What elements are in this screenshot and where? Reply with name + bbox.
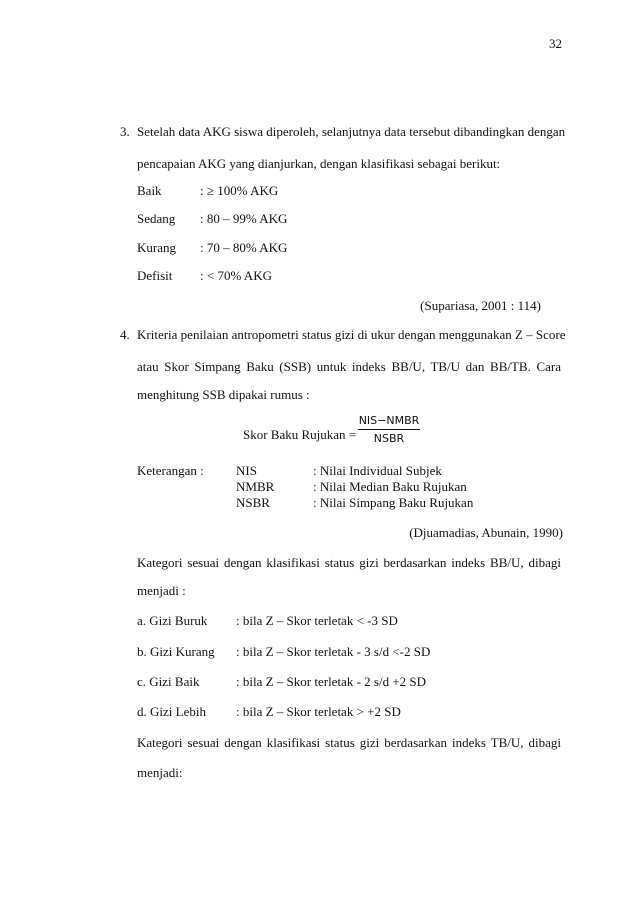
- desc-nis: : Nilai Individual Subjek: [313, 463, 442, 478]
- tbu-line-2: menjadi:: [137, 765, 183, 780]
- formula-lhs: Skor Baku Rujukan =: [243, 427, 357, 442]
- formula-numerator: NIS−NMBR: [358, 414, 420, 427]
- desc-nsbr: : Nilai Simpang Baku Rujukan: [313, 495, 474, 510]
- bbu-line-1: Kategori sesuai dengan klasifikasi status gizi berdasarkan indeks BB/U, dibagi: [137, 555, 561, 570]
- class-label-defisit: Defisit: [137, 268, 173, 283]
- category-gizi-baik-label: c. Gizi Baik: [137, 674, 200, 689]
- class-label-sedang: Sedang: [137, 211, 176, 226]
- item-3-line-2: pencapaian AKG yang dianjurkan, dengan klasifikasi sebagai berikut:: [137, 156, 501, 171]
- class-label-kurang: Kurang: [137, 240, 176, 255]
- term-nsbr: NSBR: [236, 495, 270, 510]
- term-nmbr: NMBR: [236, 479, 275, 494]
- citation-supariasa: (Supariasa, 2001 : 114): [420, 298, 541, 313]
- fraction-bar: [358, 429, 420, 430]
- item-3-line-1: Setelah data AKG siswa diperoleh, selanjutnya data tersebut dibandingkan dengan: [137, 124, 566, 139]
- class-value-baik: : ≥ 100% AKG: [200, 183, 279, 198]
- keterangan-label: Keterangan :: [137, 463, 204, 478]
- formula-denominator: NSBR: [373, 432, 405, 445]
- category-gizi-kurang-rule: : bila Z – Skor terletak - 3 s/d <-2 SD: [236, 644, 431, 659]
- category-gizi-kurang-label: b. Gizi Kurang: [137, 644, 215, 659]
- item-4-line-1: Kriteria penilaian antropometri status gizi di ukur dengan menggunakan Z – Score: [137, 327, 566, 342]
- item-4-number: 4.: [120, 327, 130, 342]
- class-value-defisit: : < 70% AKG: [200, 268, 272, 283]
- term-nis: NIS: [236, 463, 257, 478]
- desc-nmbr: : Nilai Median Baku Rujukan: [313, 479, 467, 494]
- class-label-baik: Baik: [137, 183, 162, 198]
- class-value-kurang: : 70 – 80% AKG: [200, 240, 288, 255]
- item-3-number: 3.: [120, 124, 130, 139]
- category-gizi-buruk-rule: : bila Z – Skor terletak < -3 SD: [236, 613, 398, 628]
- category-gizi-lebih-rule: : bila Z – Skor terletak > +2 SD: [236, 704, 401, 719]
- category-gizi-baik-rule: : bila Z – Skor terletak - 2 s/d +2 SD: [236, 674, 427, 689]
- category-gizi-lebih-label: d. Gizi Lebih: [137, 704, 206, 719]
- page-number: 32: [549, 36, 562, 51]
- citation-djuamadias: (Djuamadias, Abunain, 1990): [409, 525, 563, 540]
- formula-fraction: [358, 414, 420, 445]
- item-4-line-2: atau Skor Simpang Baku (SSB) untuk indeks BB/U, TB/U dan BB/TB. Cara: [137, 359, 561, 374]
- class-value-sedang: : 80 – 99% AKG: [200, 211, 288, 226]
- bbu-line-2: menjadi :: [137, 583, 186, 598]
- tbu-line-1: Kategori sesuai dengan klasifikasi status gizi berdasarkan indeks TB/U, dibagi: [137, 735, 561, 750]
- category-gizi-buruk-label: a. Gizi Buruk: [137, 613, 208, 628]
- item-4-line-3: menghitung SSB dipakai rumus :: [137, 387, 310, 402]
